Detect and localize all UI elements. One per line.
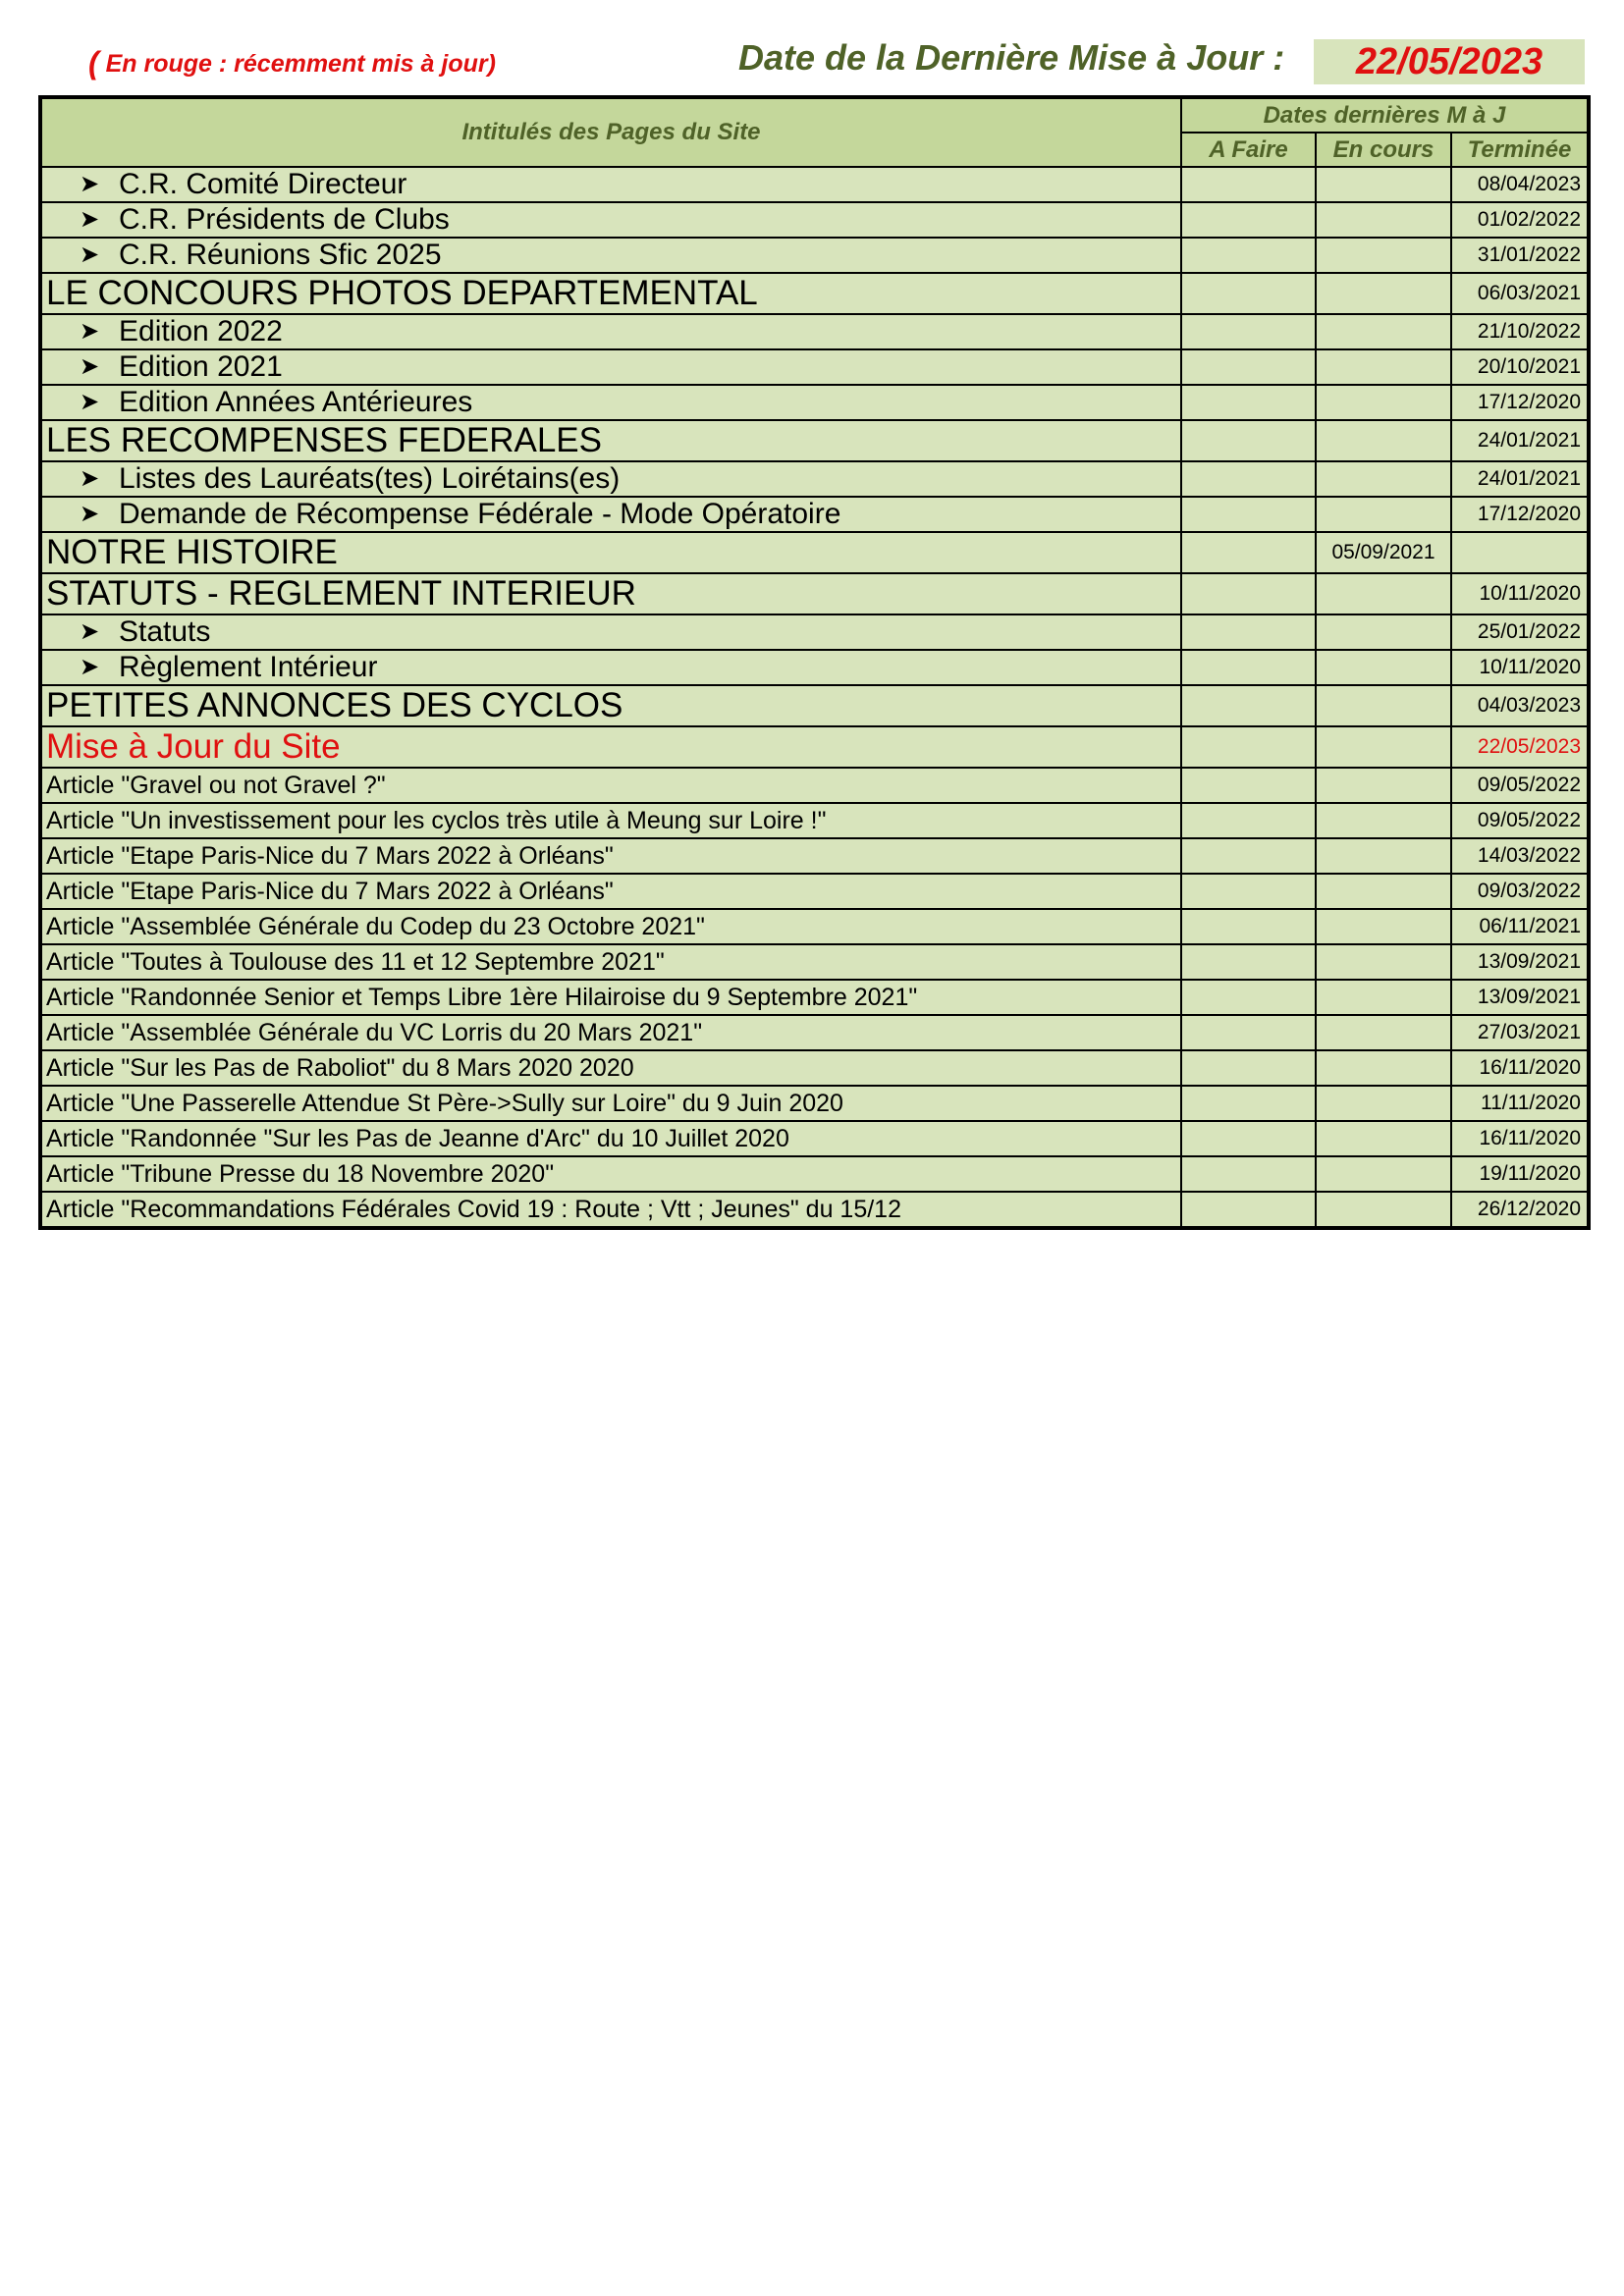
page-header: [0, 0, 1624, 93]
cell-terminee: 24/01/2021: [1451, 420, 1589, 461]
cell-terminee: 19/11/2020: [1451, 1156, 1589, 1192]
row-label-cell: [40, 614, 1181, 650]
cell-en-cours: 05/09/2021: [1316, 532, 1451, 573]
chevron-right-icon: ➤: [80, 389, 100, 415]
cell-a-faire: [1181, 944, 1316, 980]
cell-terminee: 06/03/2021: [1451, 273, 1589, 314]
row-label: Article "Sur les Pas de Raboliot" du 8 Mars 2020 2020: [46, 1053, 634, 1082]
row-label-cell: [40, 167, 1181, 202]
cell-a-faire: [1181, 1156, 1316, 1192]
row-label: Article "Gravel ou not Gravel ?": [46, 771, 386, 799]
cell-terminee: 17/12/2020: [1451, 385, 1589, 420]
table-row: [40, 420, 1589, 461]
chevron-right-icon: ➤: [80, 318, 100, 345]
cell-en-cours: [1316, 202, 1451, 238]
table-row: [40, 385, 1589, 420]
cell-en-cours: [1316, 314, 1451, 349]
row-label: LE CONCOURS PHOTOS DEPARTEMENTAL: [46, 274, 758, 312]
table-row: [40, 1015, 1589, 1050]
row-label-cell: [40, 838, 1181, 874]
cell-a-faire: [1181, 167, 1316, 202]
cell-en-cours: [1316, 838, 1451, 874]
table-row: [40, 874, 1589, 909]
table-row: [40, 1121, 1589, 1156]
cell-a-faire: [1181, 497, 1316, 532]
cell-terminee: 22/05/2023: [1451, 726, 1589, 768]
cell-terminee: 14/03/2022: [1451, 838, 1589, 874]
row-label-cell: [40, 497, 1181, 532]
cell-terminee: 13/09/2021: [1451, 944, 1589, 980]
row-label: Article "Randonnée "Sur les Pas de Jeanne d'Arc" du 10 Juillet 2020: [46, 1124, 789, 1152]
row-label-cell: [40, 385, 1181, 420]
cell-en-cours: [1316, 238, 1451, 273]
chevron-right-icon: ➤: [80, 465, 100, 492]
last-update-date: 22/05/2023: [1314, 39, 1585, 84]
cell-terminee: 10/11/2020: [1451, 650, 1589, 685]
row-label-cell: [40, 944, 1181, 980]
cell-terminee: 10/11/2020: [1451, 573, 1589, 614]
cell-terminee: 16/11/2020: [1451, 1121, 1589, 1156]
cell-en-cours: [1316, 944, 1451, 980]
cell-en-cours: [1316, 1121, 1451, 1156]
row-label-cell: [40, 532, 1181, 573]
column-header-terminee: Terminée: [1451, 133, 1589, 167]
cell-en-cours: [1316, 1086, 1451, 1121]
row-label: Article "Assemblée Générale du VC Lorris du 20 Mars 2021": [46, 1018, 703, 1046]
table-row: [40, 1192, 1589, 1228]
cell-terminee: 24/01/2021: [1451, 461, 1589, 497]
cell-terminee: 16/11/2020: [1451, 1050, 1589, 1086]
row-label: LES RECOMPENSES FEDERALES: [46, 421, 602, 459]
cell-en-cours: [1316, 980, 1451, 1015]
row-label: Demande de Récompense Fédérale - Mode Opératoire: [119, 498, 841, 530]
cell-en-cours: [1316, 420, 1451, 461]
row-label: Article "Recommandations Fédérales Covid 19 : Route ; Vtt ; Jeunes" du 15/12: [46, 1195, 901, 1223]
cell-en-cours: [1316, 1015, 1451, 1050]
cell-a-faire: [1181, 980, 1316, 1015]
cell-a-faire: [1181, 349, 1316, 385]
row-label: Article "Toutes à Toulouse des 11 et 12 Septembre 2021": [46, 947, 665, 976]
cell-terminee: [1451, 532, 1589, 573]
table-row: [40, 650, 1589, 685]
cell-en-cours: [1316, 167, 1451, 202]
row-label: Edition 2021: [119, 350, 283, 383]
cell-a-faire: [1181, 1086, 1316, 1121]
cell-a-faire: [1181, 573, 1316, 614]
cell-terminee: 06/11/2021: [1451, 909, 1589, 944]
table-row: [40, 461, 1589, 497]
row-label: C.R. Comité Directeur: [119, 168, 407, 200]
cell-en-cours: [1316, 726, 1451, 768]
cell-terminee: 27/03/2021: [1451, 1015, 1589, 1050]
cell-a-faire: [1181, 685, 1316, 726]
cell-a-faire: [1181, 385, 1316, 420]
table-row: [40, 803, 1589, 838]
cell-terminee: 04/03/2023: [1451, 685, 1589, 726]
table-row: [40, 685, 1589, 726]
cell-en-cours: [1316, 385, 1451, 420]
cell-en-cours: [1316, 1192, 1451, 1228]
row-label-cell: [40, 909, 1181, 944]
row-label-cell: [40, 1050, 1181, 1086]
cell-terminee: 26/12/2020: [1451, 1192, 1589, 1228]
table-row: [40, 838, 1589, 874]
last-update-label: Date de la Dernière Mise à Jour :: [738, 37, 1285, 78]
row-label: Article "Tribune Presse du 18 Novembre 2020": [46, 1159, 555, 1188]
cell-a-faire: [1181, 909, 1316, 944]
row-label-cell: [40, 874, 1181, 909]
column-header-en-cours: En cours: [1316, 133, 1451, 167]
row-label-cell: [40, 726, 1181, 768]
table-row: [40, 1050, 1589, 1086]
table-row: [40, 532, 1589, 573]
chevron-right-icon: ➤: [80, 618, 100, 645]
column-header-a-faire: A Faire: [1181, 133, 1316, 167]
cell-a-faire: [1181, 1192, 1316, 1228]
table-row: [40, 1086, 1589, 1121]
row-label-cell: [40, 650, 1181, 685]
cell-a-faire: [1181, 202, 1316, 238]
table-row: [40, 726, 1589, 768]
row-label-cell: [40, 685, 1181, 726]
row-label-cell: [40, 202, 1181, 238]
row-label-cell: [40, 238, 1181, 273]
row-label-cell: [40, 1086, 1181, 1121]
row-label-cell: [40, 1015, 1181, 1050]
cell-a-faire: [1181, 838, 1316, 874]
column-header-title: Intitulés des Pages du Site: [40, 97, 1181, 167]
cell-a-faire: [1181, 1121, 1316, 1156]
chevron-right-icon: ➤: [80, 206, 100, 233]
row-label: Article "Un investissement pour les cyclos très utile à Meung sur Loire !": [46, 806, 827, 834]
cell-a-faire: [1181, 314, 1316, 349]
table-row: [40, 614, 1589, 650]
cell-en-cours: [1316, 1156, 1451, 1192]
cell-en-cours: [1316, 768, 1451, 803]
row-label: Statuts: [119, 615, 211, 648]
row-label-cell: [40, 768, 1181, 803]
row-label: Article "Randonnée Senior et Temps Libre 1ère Hilairoise du 9 Septembre 2021": [46, 983, 918, 1011]
table-row: [40, 167, 1589, 202]
row-label: PETITES ANNONCES DES CYCLOS: [46, 686, 623, 724]
cell-terminee: 01/02/2022: [1451, 202, 1589, 238]
table-row: [40, 944, 1589, 980]
cell-a-faire: [1181, 803, 1316, 838]
row-label-cell: [40, 573, 1181, 614]
chevron-right-icon: ➤: [80, 353, 100, 380]
cell-en-cours: [1316, 874, 1451, 909]
row-label-cell: [40, 349, 1181, 385]
table-row: [40, 349, 1589, 385]
table-row: [40, 1156, 1589, 1192]
cell-a-faire: [1181, 461, 1316, 497]
pages-table: [38, 95, 1591, 1230]
table-row: [40, 238, 1589, 273]
legend-note: ( En rouge : récemment mis à jour): [88, 45, 496, 80]
row-label-cell: [40, 803, 1181, 838]
row-label-cell: [40, 273, 1181, 314]
cell-terminee: 20/10/2021: [1451, 349, 1589, 385]
row-label: Article "Etape Paris-Nice du 7 Mars 2022 à Orléans": [46, 841, 614, 870]
table-row: [40, 768, 1589, 803]
row-label: Edition 2022: [119, 315, 283, 347]
cell-a-faire: [1181, 768, 1316, 803]
cell-en-cours: [1316, 1050, 1451, 1086]
row-label-cell: [40, 1156, 1181, 1192]
cell-a-faire: [1181, 650, 1316, 685]
row-label: Article "Etape Paris-Nice du 7 Mars 2022 à Orléans": [46, 877, 614, 905]
column-header-dates-group: Dates dernières M à J: [1181, 97, 1589, 133]
table-row: [40, 314, 1589, 349]
chevron-right-icon: ➤: [80, 171, 100, 197]
chevron-right-icon: ➤: [80, 501, 100, 527]
row-label-cell: [40, 1192, 1181, 1228]
cell-terminee: 25/01/2022: [1451, 614, 1589, 650]
cell-terminee: 17/12/2020: [1451, 497, 1589, 532]
cell-a-faire: [1181, 273, 1316, 314]
cell-terminee: 08/04/2023: [1451, 167, 1589, 202]
row-label: STATUTS - REGLEMENT INTERIEUR: [46, 574, 636, 613]
cell-a-faire: [1181, 238, 1316, 273]
row-label-cell: [40, 314, 1181, 349]
cell-en-cours: [1316, 685, 1451, 726]
cell-terminee: 11/11/2020: [1451, 1086, 1589, 1121]
row-label-cell: [40, 980, 1181, 1015]
cell-a-faire: [1181, 1050, 1316, 1086]
cell-en-cours: [1316, 273, 1451, 314]
cell-en-cours: [1316, 803, 1451, 838]
chevron-right-icon: ➤: [80, 654, 100, 680]
row-label: NOTRE HISTOIRE: [46, 533, 338, 571]
cell-a-faire: [1181, 532, 1316, 573]
table-body: [40, 167, 1589, 1228]
cell-en-cours: [1316, 573, 1451, 614]
row-label-cell: [40, 420, 1181, 461]
cell-en-cours: [1316, 349, 1451, 385]
row-label: Article "Une Passerelle Attendue St Père->Sully sur Loire" du 9 Juin 2020: [46, 1089, 843, 1117]
table-row: [40, 980, 1589, 1015]
table-row: [40, 573, 1589, 614]
row-label: Edition Années Antérieures: [119, 386, 473, 418]
cell-a-faire: [1181, 1015, 1316, 1050]
cell-terminee: 09/05/2022: [1451, 768, 1589, 803]
row-label-cell: [40, 461, 1181, 497]
table-row: [40, 497, 1589, 532]
cell-terminee: 21/10/2022: [1451, 314, 1589, 349]
row-label: C.R. Présidents de Clubs: [119, 203, 450, 236]
row-label-cell: [40, 1121, 1181, 1156]
cell-en-cours: [1316, 461, 1451, 497]
table-row: [40, 273, 1589, 314]
table-row: [40, 909, 1589, 944]
cell-terminee: 09/03/2022: [1451, 874, 1589, 909]
row-label: C.R. Réunions Sfic 2025: [119, 239, 442, 271]
cell-terminee: 09/05/2022: [1451, 803, 1589, 838]
cell-a-faire: [1181, 420, 1316, 461]
cell-terminee: 31/01/2022: [1451, 238, 1589, 273]
row-label: Règlement Intérieur: [119, 651, 378, 683]
cell-a-faire: [1181, 614, 1316, 650]
cell-en-cours: [1316, 497, 1451, 532]
row-label: Article "Assemblée Générale du Codep du 23 Octobre 2021": [46, 912, 705, 940]
cell-a-faire: [1181, 874, 1316, 909]
table-row: [40, 202, 1589, 238]
cell-en-cours: [1316, 614, 1451, 650]
cell-terminee: 13/09/2021: [1451, 980, 1589, 1015]
cell-en-cours: [1316, 909, 1451, 944]
chevron-right-icon: ➤: [80, 241, 100, 268]
row-label: Listes des Lauréats(tes) Loirétains(es): [119, 462, 621, 495]
cell-en-cours: [1316, 650, 1451, 685]
cell-a-faire: [1181, 726, 1316, 768]
row-label: Mise à Jour du Site: [46, 727, 341, 766]
